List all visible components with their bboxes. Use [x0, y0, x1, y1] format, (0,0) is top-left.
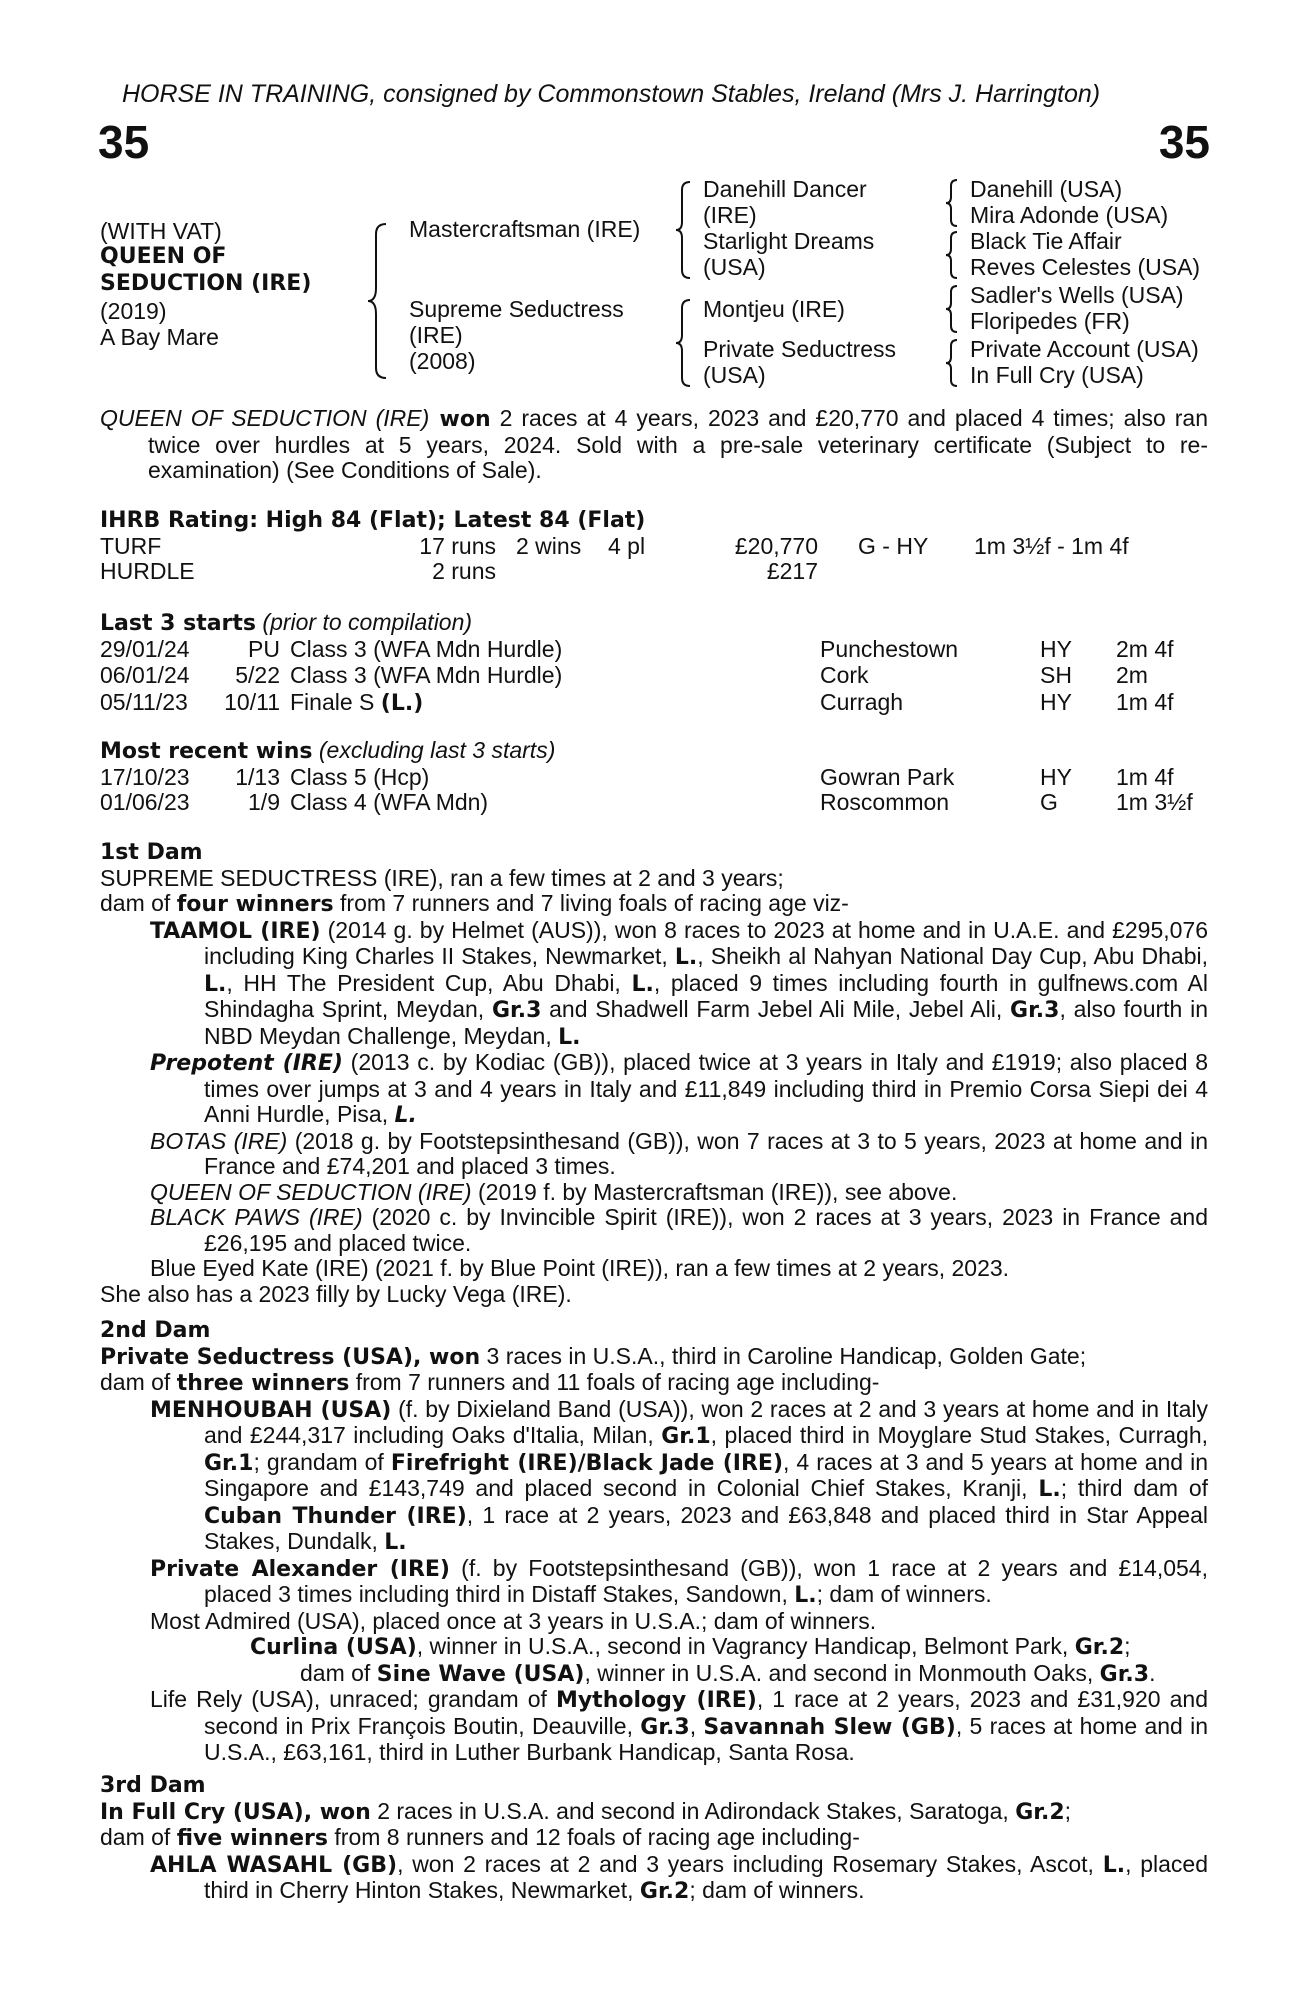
- horse-summary: [100, 406, 1208, 484]
- race-going: SH: [1040, 662, 1072, 688]
- ggd-1: Mira Adonde (USA): [970, 202, 1169, 228]
- rating-placed: 4 pl: [608, 532, 646, 559]
- rating-type: HURDLE: [100, 558, 195, 584]
- rating-title: IHRB Rating: High 84 (Flat); Latest 84 (Flat): [100, 508, 646, 533]
- first-dam-section: [100, 840, 1208, 1307]
- vat-note: (WITH VAT): [100, 218, 222, 244]
- dam2-produce-private-alexander: Private Alexander (IRE) (f. by Footstepsinthesand (GB)), won 1 race at 2 years and £14,054, placed 3 times including third in Distaff Stakes, Sandown, L.; dam of winners.: [150, 1554, 1208, 1608]
- sire-dam-brace: [366, 222, 390, 380]
- last3-row: [100, 663, 1174, 690]
- race-position: 10/11: [224, 688, 280, 715]
- g3-brace-1: [944, 178, 960, 228]
- rating-runs: 2 runs: [432, 558, 496, 584]
- race-course: Gowran Park: [820, 763, 955, 790]
- g3-brace-2: [944, 230, 960, 280]
- race-course: Roscommon: [820, 789, 950, 815]
- race-position: 1/9: [248, 789, 280, 815]
- rating-type: TURF: [100, 532, 162, 559]
- recent-table: [100, 765, 1193, 816]
- dam1-filly-note: She also has a 2023 filly by Lucky Vega (IRE).: [100, 1280, 572, 1307]
- summary-text: 2 races at 4 years, 2023 and £20,770 and placed 4 times; also ran twice over hurdles at 5 years, 2024. Sold with a pre-sale veterinary certificate (Subject to re-examination) (See Conditions of Sale).: [148, 405, 1208, 483]
- recent-row: [100, 790, 1193, 816]
- recent-row: [100, 765, 1193, 791]
- sire-dam-line2: (USA): [703, 254, 766, 280]
- rating-row-turf: [100, 534, 1129, 560]
- horse-year: (2019): [100, 298, 167, 324]
- dam2-produce-life-rely: Life Rely (USA), unraced; grandam of Mythology (IRE), 1 race at 2 years, 2023 and £31,920 and second in Prix François Boutin, Deauville, Gr.3, Savannah Slew (GB), 5 races at home and in U.S.A., £63,161, third in Luther Burbank Handicap, Santa Rosa.: [150, 1686, 1209, 1765]
- lot-number-right: 35: [1158, 116, 1210, 168]
- race-name: Class 5 (Hcp): [290, 763, 430, 790]
- race-course: Punchestown: [820, 635, 959, 662]
- race-distance: 1m 3½f: [1116, 789, 1193, 815]
- summary-won: won: [439, 407, 491, 432]
- race-going: HY: [1040, 688, 1072, 715]
- dam3-produce-ahla-wasahl: AHLA WASAHL (GB), won 2 races at 2 and 3 years including Rosemary Stakes, Ascot, L., placed third in Cherry Hinton Stakes, Newmarket, Gr.2; dam of winners.: [150, 1850, 1209, 1904]
- race-name: Class 4 (WFA Mdn): [290, 789, 489, 815]
- rating-runs: 17 runs: [419, 532, 496, 559]
- dam2-produce-most-admired: Most Admired (USA), placed once at 3 years in U.S.A.; dam of winners.: [150, 1607, 877, 1634]
- last3-section: [100, 610, 1208, 716]
- last3-table: [100, 637, 1174, 717]
- rating-going: G - HY: [858, 532, 929, 559]
- last3-row: [100, 637, 1174, 664]
- recent-title: Most recent wins: [100, 739, 313, 764]
- dam1-produce-black-paws: BLACK PAWS (IRE) (2020 c. by Invincible Spirit (IRE)), won 2 races at 3 years, 2023 in France and £26,195 and placed twice.: [150, 1204, 1208, 1256]
- race-date: 05/11/23: [100, 688, 188, 715]
- second-dam-section: [100, 1318, 1208, 1766]
- sire-sire-line1: Danehill Dancer: [703, 176, 867, 202]
- dam-line3: (2008): [409, 348, 476, 374]
- dam1-line1: SUPREME SEDUCTRESS (IRE), ran a few times at 2 and 3 years;: [100, 864, 784, 891]
- sire-dam-line1: Starlight Dreams: [703, 228, 875, 254]
- race-going: HY: [1040, 635, 1072, 662]
- g3-brace-3: [944, 284, 960, 334]
- recent-note: (excluding last 3 starts): [312, 737, 556, 763]
- ggd-2: Reves Celestes (USA): [970, 254, 1201, 280]
- last3-row: [100, 690, 1174, 717]
- race-distance: 1m 4f: [1116, 763, 1174, 790]
- race-distance: 2m: [1116, 662, 1148, 688]
- rating-going: [858, 559, 974, 585]
- dam-dam-line2: (USA): [703, 362, 766, 388]
- race-name: Finale S (L.): [290, 688, 424, 716]
- rating-distance: 1m 3½f - 1m 4f: [974, 532, 1129, 559]
- horse-name-line2: SEDUCTION (IRE): [100, 271, 312, 296]
- race-name: Class 3 (WFA Mdn Hurdle): [290, 635, 563, 662]
- dam1-produce-blue-eyed-kate: Blue Eyed Kate (IRE) (2021 f. by Blue Point (IRE)), ran a few times at 2 years, 2023.: [150, 1255, 1010, 1281]
- race-date: 17/10/23: [100, 763, 190, 790]
- last3-title: Last 3 starts: [100, 611, 257, 636]
- recent-wins-section: [100, 738, 1208, 816]
- dam2-line2: dam of three winners from 7 runners and 11 foals of racing age including-: [100, 1369, 880, 1396]
- race-course: Cork: [820, 662, 869, 688]
- dam1-produce-prepotent: Prepotent (IRE) (2013 c. by Kodiac (GB)), placed twice at 3 years in Italy and £1919; also placed 8 times over jumps at 3 and 4 years in Italy and £11,849 including third in Premio Corsa Siepi dei 4 Anni Hurdle, Pisa, L.: [150, 1049, 1208, 1128]
- dam-dam-line1: Private Seductress: [703, 336, 897, 362]
- race-position: 1/13: [235, 763, 280, 790]
- third-dam-section: [100, 1773, 1208, 1905]
- dam1-line2: dam of four winners from 7 runners and 7 living foals of racing age viz-: [100, 890, 849, 917]
- consignment-heading: HORSE IN TRAINING, consigned by Commonstown Stables, Ireland (Mrs J. Harrington): [122, 80, 1101, 108]
- rating-wins: [516, 559, 608, 585]
- last3-note: (prior to compilation): [256, 609, 473, 635]
- race-course: Curragh: [820, 688, 904, 715]
- race-date: 01/06/23: [100, 789, 190, 815]
- ggd-4: In Full Cry (USA): [970, 362, 1144, 388]
- ggs-2: Black Tie Affair: [970, 228, 1122, 254]
- horse-description: A Bay Mare: [100, 324, 219, 350]
- lot-number-left: 35: [98, 116, 150, 168]
- rating-earnings: £20,770: [734, 532, 818, 559]
- rating-table: [100, 534, 1129, 585]
- dam3-line2: dam of five winners from 8 runners and 12 foals of racing age including-: [100, 1824, 860, 1851]
- race-distance: 1m 4f: [1116, 688, 1174, 715]
- rating-row-hurdle: [100, 559, 1129, 585]
- dam1-produce-botas: BOTAS (IRE) (2018 g. by Footstepsinthesand (GB)), won 7 races at 3 to 5 years, 2023 at home and in France and £74,201 and placed 3 times.: [150, 1127, 1208, 1179]
- g3-brace-4: [944, 338, 960, 388]
- race-date: 06/01/24: [100, 662, 190, 688]
- rating-section: [100, 508, 1208, 585]
- sire-parents-brace: [674, 180, 694, 280]
- ggd-3: Floripedes (FR): [970, 308, 1130, 334]
- race-position: 5/22: [235, 662, 280, 688]
- dam-line2: (IRE): [409, 322, 463, 348]
- dam1-produce-taamol: TAAMOL (IRE) (2014 g. by Helmet (AUS)), won 8 races to 2023 at home and in U.A.E. and £295,076 including King Charles II Stakes, Newmarket, L., Sheikh al Nahyan National Day Cup, Abu Dhabi, L., HH The President Cup, Abu Dhabi, L., placed 9 times including fourth in gulfnews.com Al Shindagha Sprint, Meydan, Gr.3 and Shadwell Farm Jebel Ali Mile, Jebel Ali, Gr.3, also fourth in NBD Meydan Challenge, Meydan, L.: [150, 916, 1209, 1050]
- race-date: 29/01/24: [100, 635, 190, 662]
- race-going: G: [1040, 789, 1058, 815]
- race-distance: 2m 4f: [1116, 635, 1174, 662]
- dam2-produce-menhoubah: MENHOUBAH (USA) (f. by Dixieland Band (USA)), won 2 races at 2 and 3 years at home and in Italy and £244,317 including Oaks d'Italia, Milan, Gr.1, placed third in Moyglare Stud Stakes, Curragh, Gr.1; grandam of Firefright (IRE)/Black Jade (IRE), 4 races at 3 and 5 years at home and in Singapore and £143,749 and placed second in Colonial Chief Stakes, Kranji, L.; third dam of Cuban Thunder (IRE), 1 race at 2 years, 2023 and £63,848 and placed third in Star Appeal Stakes, Dundalk, L.: [150, 1395, 1209, 1555]
- dam2-title: 2nd Dam: [100, 1318, 211, 1343]
- sire: Mastercraftsman (IRE): [409, 216, 641, 242]
- dam3-title: 3rd Dam: [100, 1773, 206, 1798]
- dam-line1: Supreme Seductress: [409, 296, 624, 322]
- rating-distance: [974, 559, 1129, 585]
- dam2-line1: Private Seductress (USA), won 3 races in U.S.A., third in Caroline Handicap, Golden Gate;: [100, 1342, 1087, 1370]
- ggs-1: Danehill (USA): [970, 176, 1123, 202]
- dam1-produce-queen: QUEEN OF SEDUCTION (IRE) (2019 f. by Mastercraftsman (IRE)), see above.: [150, 1178, 958, 1205]
- rating-placed: [608, 559, 718, 585]
- ggs-3: Sadler's Wells (USA): [970, 282, 1184, 308]
- dam-parents-brace: [674, 298, 694, 388]
- race-going: HY: [1040, 763, 1072, 790]
- dam1-title: 1st Dam: [100, 840, 203, 865]
- horse-name-line1: QUEEN OF: [100, 244, 227, 269]
- dam2-grandchild-curlina: Curlina (USA), winner in U.S.A., second in Vagrancy Handicap, Belmont Park, Gr.2; dam of Sine Wave (USA), winner in U.S.A. and second in Monmouth Oaks, Gr.3.: [250, 1633, 1156, 1687]
- sire-sire-line2: (IRE): [703, 202, 757, 228]
- rating-earnings: £217: [766, 558, 818, 584]
- race-name: Class 3 (WFA Mdn Hurdle): [290, 662, 563, 688]
- race-position: PU: [248, 635, 280, 662]
- dam3-line1: In Full Cry (USA), won 2 races in U.S.A. and second in Adirondack Stakes, Saratoga, Gr.2;: [100, 1797, 1072, 1825]
- dam-sire: Montjeu (IRE): [703, 296, 845, 322]
- rating-wins: 2 wins: [516, 532, 582, 559]
- ggs-4: Private Account (USA): [970, 336, 1199, 362]
- summary-name: QUEEN OF SEDUCTION (IRE): [100, 405, 430, 431]
